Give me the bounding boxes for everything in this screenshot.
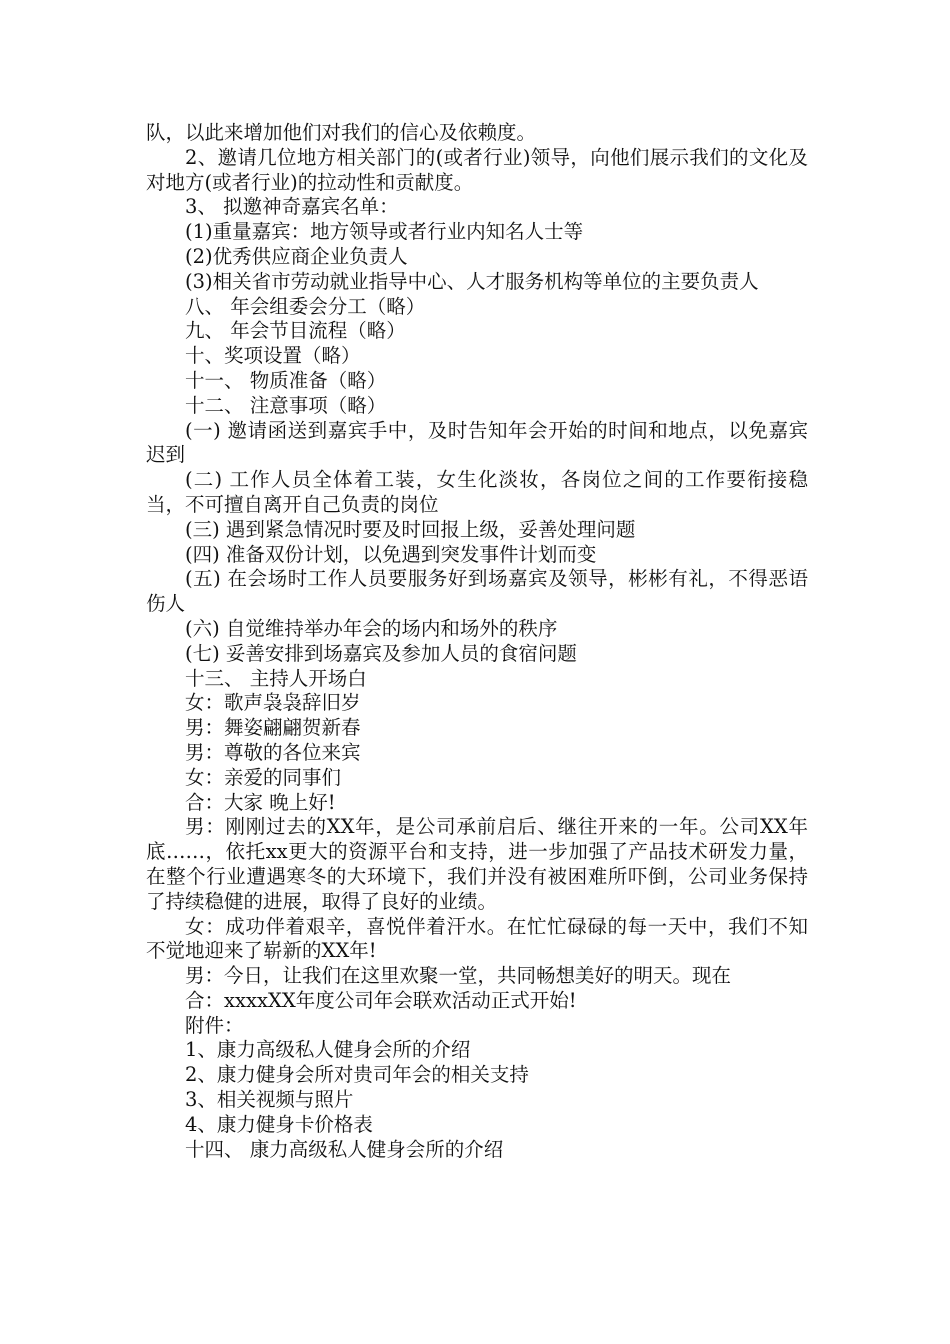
- document-body: [146, 121, 808, 1162]
- section-heading: 十四、 康力高级私人健身会所的介绍: [185, 1137, 504, 1161]
- paragraph: 2、邀请几位地方相关部门的(或者行业)领导，向他们展示我们的文化及对地方(或者行业)的拉动性和贡献度。: [146, 145, 808, 194]
- paragraph: (1)重量嘉宾：地方领导或者行业内知名人士等: [185, 220, 584, 244]
- paragraph: 1、康力高级私人健身会所的介绍: [185, 1038, 471, 1062]
- paragraph: (3)相关省市劳动就业指导中心、人才服务机构等单位的主要负责人: [185, 269, 759, 293]
- paragraph: 4、康力健身卡价格表: [185, 1112, 373, 1136]
- paragraph: (三) 遇到紧急情况时要及时回报上级，妥善处理问题: [185, 517, 636, 541]
- dialogue-line: 合：xxxxXX年度公司年会联欢活动正式开始!: [185, 988, 577, 1012]
- dialogue-line: 男：刚刚过去的XX年，是公司承前启后、继往开来的一年。公司XX年底……，依托xx更大的资源平台和支持，进一步加强了产品技术研发力量，在整个行业遭遇寒冬的大环境下，我们并没有被困难所吓倒，公司业务保持了持续稳健的进展，取得了良好的业绩。: [146, 815, 808, 913]
- section-heading: 八、 年会组委会分工（略）: [185, 294, 426, 318]
- paragraph: (四) 准备双份计划，以免遇到突发事件计划而变: [185, 542, 597, 566]
- paragraph: (二) 工作人员全体着工装，女生化淡妆，各岗位之间的工作要衔接稳当，不可擅自离开自己负责的岗位: [146, 468, 808, 516]
- paragraph: (五) 在会场时工作人员要服务好到场嘉宾及领导，彬彬有礼，不得恶语伤人: [146, 567, 808, 616]
- paragraph: (七) 妥善安排到场嘉宾及参加人员的食宿问题: [185, 641, 577, 665]
- dialogue-line: 女：亲爱的同事们: [185, 765, 342, 789]
- paragraph: 附件：: [185, 1013, 244, 1037]
- section-heading: 十一、 物质准备（略）: [185, 368, 387, 392]
- dialogue-line: 男：今日，让我们在这里欢聚一堂，共同畅想美好的明天。现在: [185, 964, 732, 988]
- paragraph: (一) 邀请函送到嘉宾手中，及时告知年会开始的时间和地点，以免嘉宾迟到: [146, 418, 808, 467]
- dialogue-line: 男：舞姿翩翩贺新春: [185, 716, 361, 740]
- paragraph: (2)优秀供应商企业负责人: [185, 244, 408, 268]
- dialogue-line: 合：大家 晚上好!: [185, 790, 336, 814]
- paragraph: 队，以此来增加他们对我们的信心及依赖度。: [146, 121, 537, 144]
- section-heading: 九、 年会节目流程（略）: [185, 319, 406, 343]
- section-heading: 十、奖项设置（略）: [185, 344, 361, 368]
- dialogue-line: 男：尊敬的各位来宾: [185, 740, 361, 764]
- section-heading: 十二、 注意事项（略）: [185, 393, 387, 417]
- paragraph: 3、 拟邀神奇嘉宾名单：: [185, 195, 399, 219]
- paragraph: 2、康力健身会所对贵司年会的相关支持: [185, 1063, 529, 1087]
- paragraph: 3、相关视频与照片: [185, 1088, 354, 1112]
- dialogue-line: 女：歌声袅袅辞旧岁: [185, 691, 361, 715]
- section-heading: 十三、 主持人开场白: [185, 666, 367, 690]
- paragraph: (六) 自觉维持举办年会的场内和场外的秩序: [185, 616, 558, 640]
- dialogue-line: 女：成功伴着艰辛，喜悦伴着汗水。在忙忙碌碌的每一天中，我们不知不觉地迎来了崭新的XX年!: [146, 914, 808, 963]
